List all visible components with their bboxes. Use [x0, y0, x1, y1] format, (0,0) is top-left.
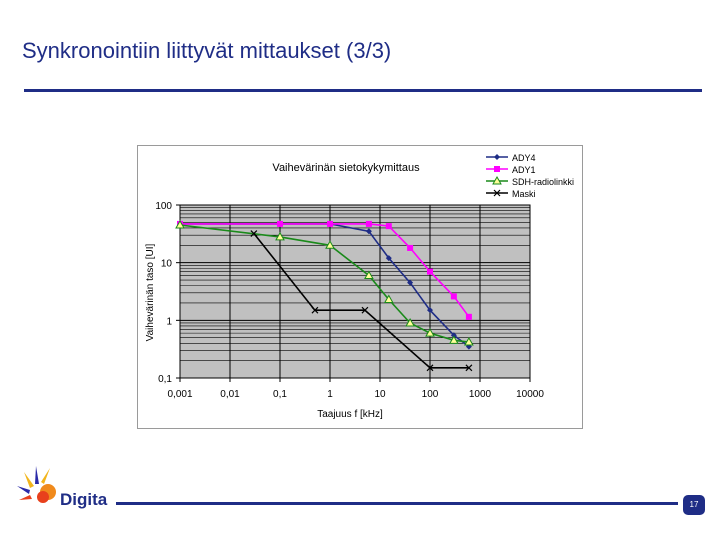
data-point: [366, 221, 372, 227]
data-point: [451, 293, 457, 299]
page-number-badge: 17: [683, 495, 705, 515]
x-tick-label: 0,01: [220, 389, 240, 400]
title-divider: [24, 89, 702, 92]
slide-title: Synkronointiin liittyvät mittaukset (3/3): [22, 38, 392, 63]
data-point: [494, 166, 500, 172]
x-tick-label: 100: [421, 389, 439, 400]
y-tick-label: 0,1: [158, 374, 172, 385]
legend-entry: ADY4: [512, 153, 536, 163]
data-point: [494, 154, 500, 160]
brand-name: Digita: [60, 490, 108, 509]
legend-entry: SDH-radiolinkki: [512, 177, 575, 187]
y-tick-label: 100: [155, 201, 172, 212]
chart-frame: [137, 145, 583, 429]
legend-entry: Maski: [512, 189, 536, 199]
digita-logo-icon: [14, 462, 62, 512]
data-point: [277, 221, 283, 227]
chart-title: Vaihevärinän sietokykymittaus: [272, 162, 420, 174]
x-tick-label: 10000: [516, 389, 544, 400]
footer-divider: [116, 502, 678, 505]
data-point: [427, 269, 433, 275]
data-point: [327, 221, 333, 227]
jitter-tolerance-chart: [138, 146, 582, 428]
data-point: [407, 245, 413, 251]
y-tick-label: 10: [160, 258, 172, 270]
x-axis-label: Taajuus f [kHz]: [317, 409, 383, 420]
data-point: [386, 223, 392, 229]
x-tick-label: 1: [327, 389, 333, 400]
y-axis-label: Vaihevärinän taso [UI]: [145, 243, 156, 342]
data-point: [466, 314, 472, 320]
legend-entry: ADY1: [512, 165, 536, 175]
x-tick-label: 1000: [468, 389, 492, 400]
x-tick-label: 0,1: [273, 389, 287, 400]
y-tick-label: 1: [166, 316, 172, 328]
x-tick-label: 10: [374, 389, 386, 400]
x-tick-label: 0,001: [167, 389, 193, 400]
